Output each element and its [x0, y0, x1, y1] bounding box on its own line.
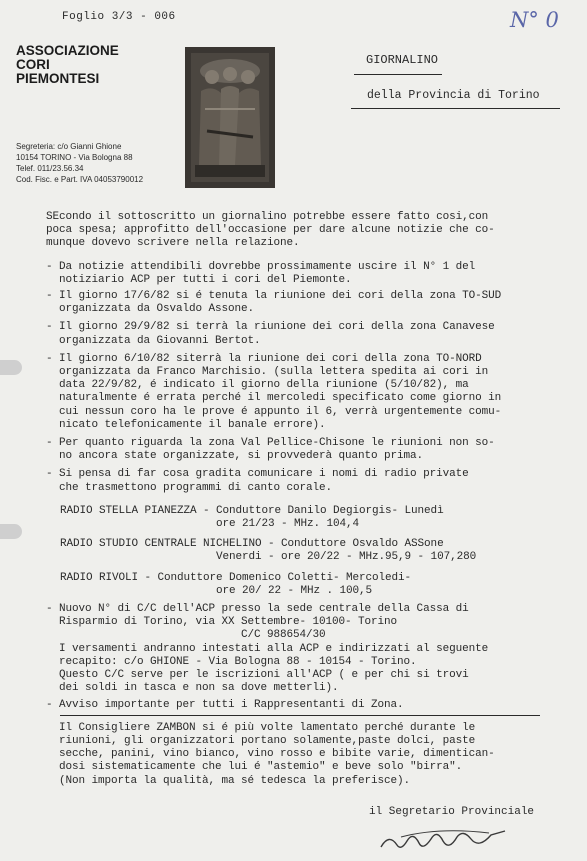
news-item: - Da notizie attendibili dovrebbe prossimamente uscire il N° 1 del notiziario ACP per tutti i cori del Piemonte.	[46, 260, 476, 286]
sheet-number: Foglio 3/3 - 006	[62, 11, 176, 23]
notice-paragraph: Il Consigliere ZAMBON si é più volte lamentato perché durante le riunioni, gli organizzatori portano solamente,paste dolci, paste secche, panini, vino bianco, vino rosso e bibite varie, dimentican- dosi sistematicamente che lui é "astemio" e beve solo "birra". (Non importa la qualità, ma sé tedesca la preferisce).	[59, 721, 495, 787]
radio-entry: RADIO RIVOLI - Conduttore Domenico Coletti- Mercoledi- ore 20/ 22 - MHz . 100,5	[60, 571, 412, 597]
title-underline	[354, 74, 442, 75]
org-name-line: PIEMONTESI	[16, 71, 100, 86]
contact-line: Telef. 011/23.56.34	[16, 164, 84, 173]
choir-emblem-image	[185, 47, 275, 188]
news-item: - Per quanto riguarda la zona Val Pellice-Chisone le riunioni non so- no ancora state organizzate, si provvederà quanto prima.	[46, 437, 495, 463]
newsletter-subtitle: della Provincia di Torino	[367, 89, 540, 102]
contact-line: Cod. Fisc. e Part. IVA 04053790012	[16, 175, 144, 184]
news-item: - Il giorno 17/6/82 si é tenuta la riunione dei cori della zona TO-SUD organizzata da Osvaldo Assone.	[46, 290, 502, 316]
punch-hole	[0, 524, 22, 539]
news-item: - Nuovo N° di C/C dell'ACP presso la sede centrale della Cassa di Risparmio di Torino, via XX Settembre- 10100- Torino C/C 988654/30 I versamenti andranno intestati alla ACP e indirizzati al seguente recapito: c/o GHIONE - Via Bologna 88 - 10154 - Torino. Questo C/C serve per le iscrizioni all'ACP ( e per chi si trovi dei soldi in tasca e non sa dove metterli).	[46, 603, 489, 695]
contact-line: 10154 TORINO - Via Bologna 88	[16, 153, 133, 162]
news-item: - Si pensa di far cosa gradita comunicare i nomi di radio private che trasmettono programmi di canto corale.	[46, 468, 469, 494]
handwritten-number: N° 0	[510, 8, 559, 32]
contact-line: Segreteria: c/o Gianni Ghione	[16, 142, 122, 151]
organization-name	[16, 44, 119, 86]
notice-heading: - Avviso importante per tutti i Rappresentanti di Zona.	[46, 698, 404, 711]
org-name-line: ASSOCIAZIONE	[16, 43, 119, 58]
news-item: - Il giorno 29/9/82 si terrà la riunione dei cori della zona Canavese organizzata da Giovanni Bertot.	[46, 321, 495, 347]
newsletter-title: GIORNALINO	[366, 53, 439, 67]
radio-entry: RADIO STELLA PIANEZZA - Conduttore Danilo Degiorgis- Lunedì ore 21/23 - MHz. 104,4	[60, 504, 444, 531]
punch-hole	[0, 360, 22, 375]
subtitle-underline	[351, 108, 560, 109]
notice-divider	[60, 715, 540, 716]
intro-paragraph: SEcondo il sottoscritto un giornalino potrebbe essere fatto cosi,con poca spesa; approfitto dell'occasione per dare alcune notizie che co- munque dovevo scrivere nella relazione.	[46, 211, 495, 250]
news-item: - Il giorno 6/10/82 siterrà la riunione dei cori della zona TO-NORD organizzata da Franco Marchisio. (sulla lettera spedita ai cori in data 22/9/82, é indicato il giorno della riunione (5/10/82), ma naturalmente é errata perché il mercoledi specificato come giorno in cui nessun coro ha le prove é appunto il 6, verrà urgentemente comu- nicato telefonicamente il banale errore).	[46, 352, 502, 431]
letter-body	[46, 211, 576, 788]
signature-title: il Segretario Provinciale	[369, 806, 535, 818]
signature-handwritten	[379, 825, 509, 860]
contact-details	[16, 141, 143, 185]
radio-entry: RADIO STUDIO CENTRALE NICHELINO - Conduttore Osvaldo ASSone Venerdi - ore 20/22 - MHz.95,9 - 107,280	[60, 538, 477, 564]
org-name-line: CORI	[16, 57, 50, 72]
